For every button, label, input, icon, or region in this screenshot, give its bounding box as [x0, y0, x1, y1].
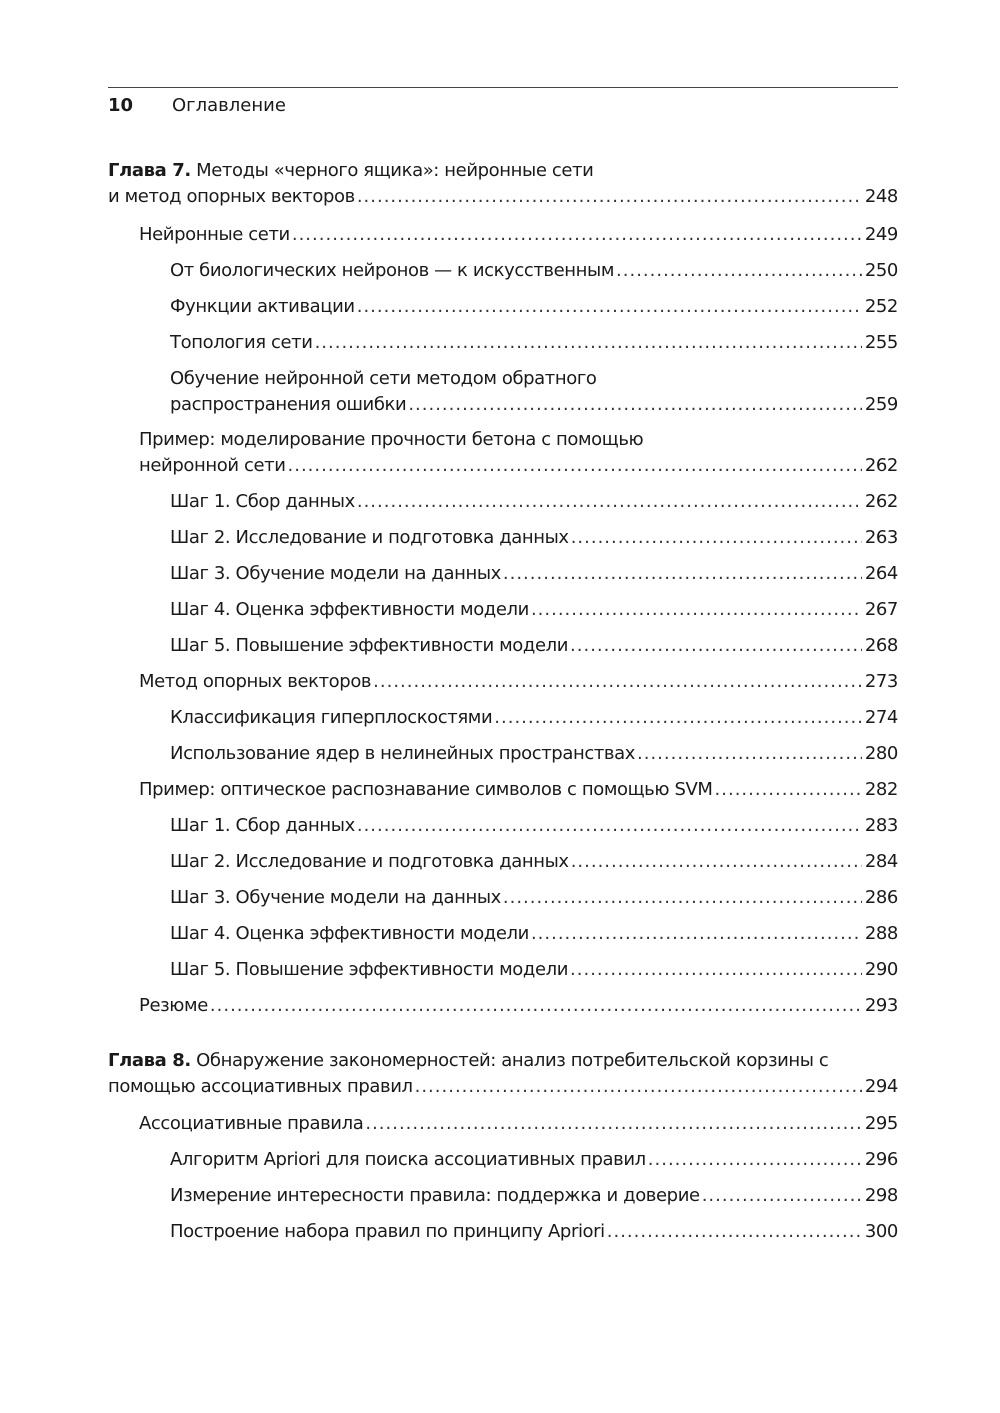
toc-entry — [108, 258, 898, 284]
dot-leader — [503, 885, 862, 911]
dot-leader — [570, 633, 862, 659]
toc-entry-line — [108, 1074, 898, 1100]
toc-entry-line — [139, 1111, 898, 1137]
toc-page-number: 280 — [864, 743, 898, 764]
toc-entry — [108, 366, 898, 418]
toc-entry-line — [170, 392, 898, 418]
dot-leader — [357, 813, 862, 839]
toc-entry — [108, 741, 898, 767]
toc-entry-title — [108, 184, 355, 210]
page-number: 10 — [108, 95, 134, 116]
dot-leader — [408, 392, 862, 418]
toc-entry — [108, 597, 898, 623]
toc-entry-text: и метод опорных векторов — [108, 186, 355, 207]
toc-entry-text: распространения ошибки — [170, 394, 407, 415]
toc-entry — [108, 330, 898, 356]
toc-page-number: 267 — [864, 599, 898, 620]
toc-entry-title — [170, 1183, 700, 1209]
toc-entry-title — [170, 1147, 646, 1173]
toc-entry-text: Пример: моделирование прочности бетона с помощью — [139, 429, 644, 450]
toc-page-number: 283 — [864, 815, 898, 836]
toc-entry-text: Использование ядер в нелинейных пространствах — [170, 743, 635, 764]
toc-entry — [108, 1219, 898, 1245]
toc-entry-line — [108, 1048, 898, 1074]
toc-entry-title — [170, 885, 501, 911]
toc-entry-line — [108, 184, 898, 210]
toc-entry-line — [139, 777, 898, 803]
toc-entry-text: Классификация гиперплоскостями — [170, 707, 493, 728]
toc-entry-title — [170, 921, 529, 947]
dot-leader — [702, 1183, 862, 1209]
toc-entry-line — [139, 222, 898, 248]
toc-entry-line — [139, 427, 898, 453]
dot-leader — [357, 184, 862, 210]
toc-entry — [108, 849, 898, 875]
toc-entry-line — [170, 1183, 898, 1209]
toc-entry-title — [170, 597, 529, 623]
toc-entry — [108, 294, 898, 320]
toc-page-number: 259 — [864, 394, 898, 415]
toc-page-number: 286 — [864, 887, 898, 908]
dot-leader — [315, 330, 862, 356]
toc-page-number: 300 — [864, 1221, 898, 1242]
toc-entry-text: Шаг 3. Обучение модели на данных — [170, 887, 501, 908]
toc-entry — [108, 885, 898, 911]
toc-entry-title — [139, 1111, 363, 1137]
toc-entry-text: Методы «черного ящика»: нейронные сети — [196, 160, 594, 181]
toc-entry-title — [108, 160, 593, 181]
toc-entry-title — [170, 633, 568, 659]
dot-leader — [616, 258, 862, 284]
toc-entry-title — [108, 1074, 413, 1100]
dot-leader — [288, 453, 862, 479]
toc-entry-title — [170, 561, 501, 587]
toc-page-number: 268 — [864, 635, 898, 656]
toc-page-number: 262 — [864, 491, 898, 512]
dot-leader — [531, 597, 862, 623]
toc-entry-line — [170, 561, 898, 587]
chapter-label: Глава 8. — [108, 1050, 191, 1071]
toc-entry-line — [170, 885, 898, 911]
dot-leader — [648, 1147, 862, 1173]
toc-entry-line — [170, 525, 898, 551]
toc-entry-title — [170, 741, 635, 767]
toc-page-number: 294 — [864, 1076, 898, 1097]
toc-page-number: 296 — [864, 1149, 898, 1170]
toc-entry — [108, 489, 898, 515]
toc-entry-text: помощью ассоциативных правил — [108, 1076, 413, 1097]
toc-entry-text: Шаг 4. Оценка эффективности модели — [170, 599, 529, 620]
toc-entry — [108, 921, 898, 947]
toc-entry-line — [170, 633, 898, 659]
toc-entry-title — [170, 813, 355, 839]
toc-entry-text: Измерение интересности правила: поддержка и доверие — [170, 1185, 700, 1206]
toc-entry — [108, 777, 898, 803]
toc-entry — [108, 1111, 898, 1137]
toc-page-number: 252 — [864, 296, 898, 317]
toc-entry-text: Обучение нейронной сети методом обратного — [170, 368, 597, 389]
toc-entry-title — [170, 957, 568, 983]
toc-entry — [108, 957, 898, 983]
dot-leader — [571, 525, 862, 551]
toc-entry-title — [170, 392, 406, 418]
toc-page-number: 282 — [864, 779, 898, 800]
toc-entry — [108, 525, 898, 551]
toc-entry-text: Шаг 4. Оценка эффективности модели — [170, 923, 529, 944]
toc-entry-line — [170, 330, 898, 356]
running-head — [108, 95, 898, 121]
chapter-label: Глава 7. — [108, 160, 191, 181]
toc-entry-text: От биологических нейронов — к искусственным — [170, 260, 615, 281]
toc-entry-text: Нейронные сети — [139, 224, 290, 245]
toc-page-number: 264 — [864, 563, 898, 584]
toc-entry-title — [139, 222, 290, 248]
dot-leader — [571, 849, 862, 875]
dot-leader — [607, 1219, 862, 1245]
toc-page-number: 249 — [864, 224, 898, 245]
toc-page-number: 262 — [864, 455, 898, 476]
toc-page-number: 248 — [864, 186, 898, 207]
toc-entry-title — [170, 705, 492, 731]
toc-entry-line — [170, 294, 898, 320]
toc-chapter-entry — [108, 158, 898, 210]
toc-entry-text: Шаг 2. Исследование и подготовка данных — [170, 527, 569, 548]
toc-entry-title — [170, 330, 313, 356]
toc-entry-text: Обнаружение закономерностей: анализ потребительской корзины с — [196, 1050, 829, 1071]
toc-entry-line — [170, 921, 898, 947]
toc-entry-text: Ассоциативные правила — [139, 1113, 364, 1134]
toc-page-number: 284 — [864, 851, 898, 872]
toc-entry-line — [170, 366, 898, 392]
toc-page-number: 295 — [864, 1113, 898, 1134]
toc-page-number: 250 — [864, 260, 898, 281]
toc-entry-title — [170, 1219, 605, 1245]
toc-entry-text: Построение набора правил по принципу Apriori — [170, 1221, 605, 1242]
toc-entry-line — [170, 813, 898, 839]
dot-leader — [373, 669, 862, 695]
toc-entry-line — [170, 597, 898, 623]
toc-entry — [108, 993, 898, 1019]
toc-entry-line — [139, 453, 898, 479]
toc-entry-title — [170, 849, 569, 875]
toc-chapter-entry — [108, 1048, 898, 1100]
toc-entry-title — [108, 1050, 828, 1071]
toc-page-number: 255 — [864, 332, 898, 353]
dot-leader — [415, 1074, 862, 1100]
toc-entry — [108, 222, 898, 248]
dot-leader — [494, 705, 862, 731]
running-title: Оглавление — [172, 95, 286, 116]
dot-leader — [292, 222, 862, 248]
toc-entry-text: Топология сети — [170, 332, 313, 353]
dot-leader — [357, 294, 862, 320]
toc-entry-text: Шаг 3. Обучение модели на данных — [170, 563, 501, 584]
toc-entry-title — [170, 525, 569, 551]
toc-entry-line — [170, 489, 898, 515]
header-rule — [108, 87, 898, 88]
dot-leader — [531, 921, 862, 947]
dot-leader — [210, 993, 862, 1019]
toc-page-number: 288 — [864, 923, 898, 944]
toc-entry-line — [139, 993, 898, 1019]
toc-entry-title — [170, 258, 614, 284]
toc-entry — [108, 669, 898, 695]
toc-entry-text: Шаг 2. Исследование и подготовка данных — [170, 851, 569, 872]
toc-entry — [108, 1147, 898, 1173]
toc-entry-line — [170, 741, 898, 767]
toc-entry-line — [170, 849, 898, 875]
toc-entry-text: Пример: оптическое распознавание символов с помощью SVM — [139, 779, 713, 800]
toc-entry — [108, 813, 898, 839]
toc-entry-text: Резюме — [139, 995, 208, 1016]
dot-leader — [637, 741, 862, 767]
toc-page-number: 290 — [864, 959, 898, 980]
toc-entry-title — [139, 777, 713, 803]
toc-entry-title — [139, 669, 371, 695]
toc-entry-text: Алгоритм Apriori для поиска ассоциативных правил — [170, 1149, 646, 1170]
toc-entry-line — [170, 1147, 898, 1173]
dot-leader — [715, 777, 862, 803]
dot-leader — [357, 489, 862, 515]
toc-entry-line — [108, 158, 898, 184]
toc-entry-text: Шаг 1. Сбор данных — [170, 815, 355, 836]
toc-page-number: 274 — [864, 707, 898, 728]
toc-entry-title — [170, 368, 597, 389]
toc-entry-text: Функции активации — [170, 296, 355, 317]
dot-leader — [503, 561, 862, 587]
toc-page-number: 273 — [864, 671, 898, 692]
toc-page-number: 298 — [864, 1185, 898, 1206]
toc-entry-line — [139, 669, 898, 695]
dot-leader — [570, 957, 862, 983]
toc-page-number: 263 — [864, 527, 898, 548]
toc-entry — [108, 633, 898, 659]
toc-entry-text: Шаг 5. Повышение эффективности модели — [170, 635, 569, 656]
toc-entry — [108, 705, 898, 731]
toc-entry-title — [170, 489, 355, 515]
toc-entry-line — [170, 705, 898, 731]
toc-entry-line — [170, 957, 898, 983]
toc-entry-text: нейронной сети — [139, 455, 286, 476]
toc-entry — [108, 427, 898, 479]
toc-entry-title — [139, 993, 208, 1019]
toc-entry-title — [139, 429, 643, 450]
toc-entry-text: Шаг 5. Повышение эффективности модели — [170, 959, 569, 980]
toc-entry-title — [139, 453, 286, 479]
toc-entry-text: Шаг 1. Сбор данных — [170, 491, 355, 512]
toc-entry — [108, 561, 898, 587]
toc-page-number: 293 — [864, 995, 898, 1016]
toc-entry — [108, 1183, 898, 1209]
toc-entry-line — [170, 1219, 898, 1245]
toc-entry-text: Метод опорных векторов — [139, 671, 372, 692]
dot-leader — [365, 1111, 861, 1137]
toc-entry-line — [170, 258, 898, 284]
toc-entry-title — [170, 294, 355, 320]
